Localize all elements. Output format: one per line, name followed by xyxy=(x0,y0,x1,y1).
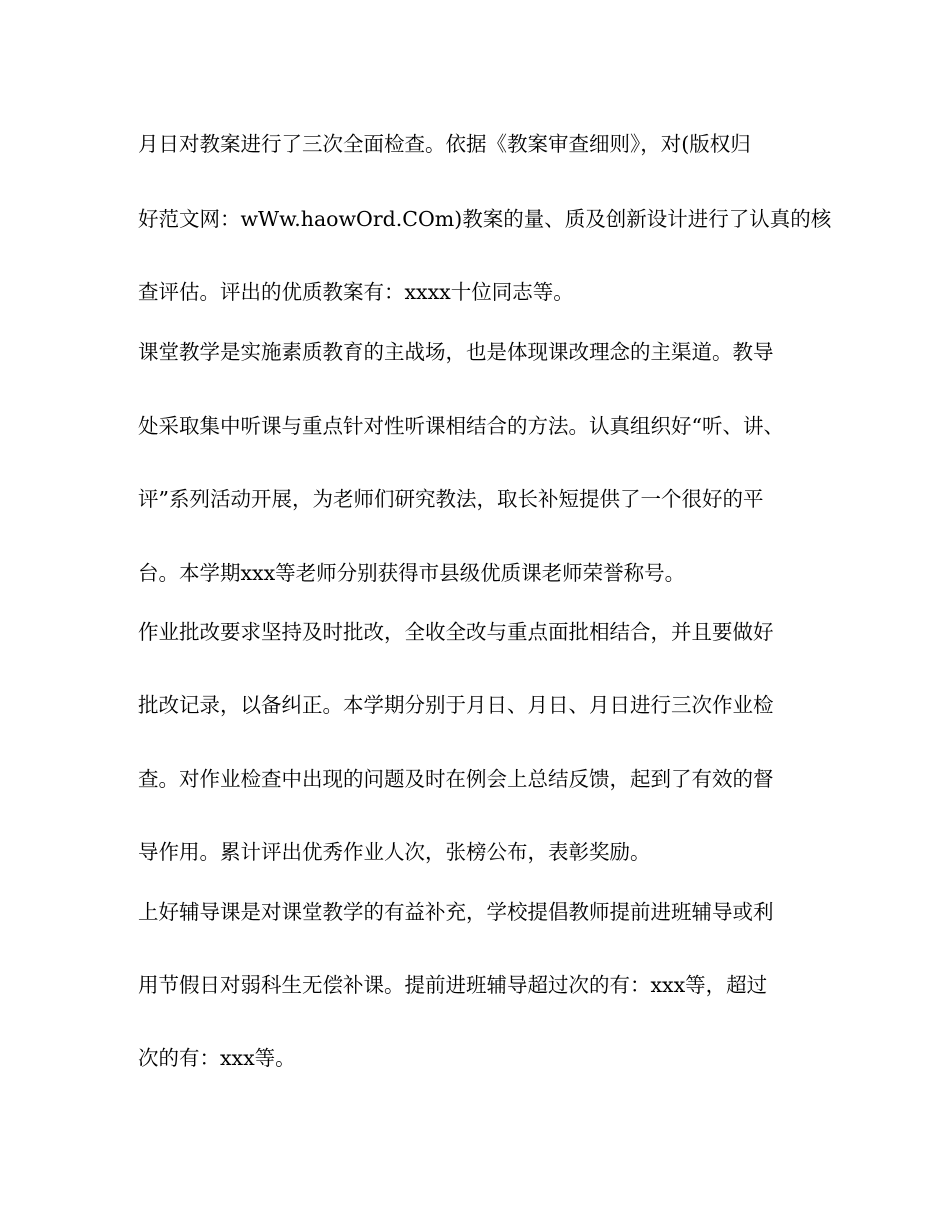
text-line: 评”系列活动开展，为老师们研究教法，取长补短提供了一个很好的平 xyxy=(138,487,764,511)
text-line: 导作用。累计评出优秀作业人次，张榜公布，表彰奖励。 xyxy=(138,840,651,864)
text-line: 作业批改要求坚持及时批改，全收全改与重点面批相结合，并且要做好 xyxy=(138,620,774,644)
text-line: 查。对作业检查中出现的问题及时在例会上总结反馈，起到了有效的督 xyxy=(138,767,774,791)
text-line: 处采取集中听课与重点针对性听课相结合的方法。认真组织好“听、讲、 xyxy=(138,414,784,438)
text-line: 查评估。评出的优质教案有：xxxx十位同志等。 xyxy=(138,280,574,304)
text-line: 台。本学期xxx等老师分别获得市县级优质课老师荣誉称号。 xyxy=(138,561,686,585)
text-line: 好范文网：wWw.haowOrd.COm)教案的量、质及创新设计进行了认真的核 xyxy=(138,207,832,231)
text-line: 次的有：xxx等。 xyxy=(138,1046,296,1070)
text-line: 课堂教学是实施素质教育的主战场，也是体现课改理念的主渠道。教导 xyxy=(138,340,774,364)
text-line: 月日对教案进行了三次全面检查。依据《教案审查细则》，对(版权归 xyxy=(138,132,751,156)
text-line: 批改记录，以备纠正。本学期分别于月日、月日、月日进行三次作业检 xyxy=(138,693,774,717)
text-line: 上好辅导课是对课堂教学的有益补充，学校提倡教师提前进班辅导或利 xyxy=(138,900,774,924)
text-line: 用节假日对弱科生无偿补课。提前进班辅导超过次的有：xxx等，超过 xyxy=(138,973,768,997)
